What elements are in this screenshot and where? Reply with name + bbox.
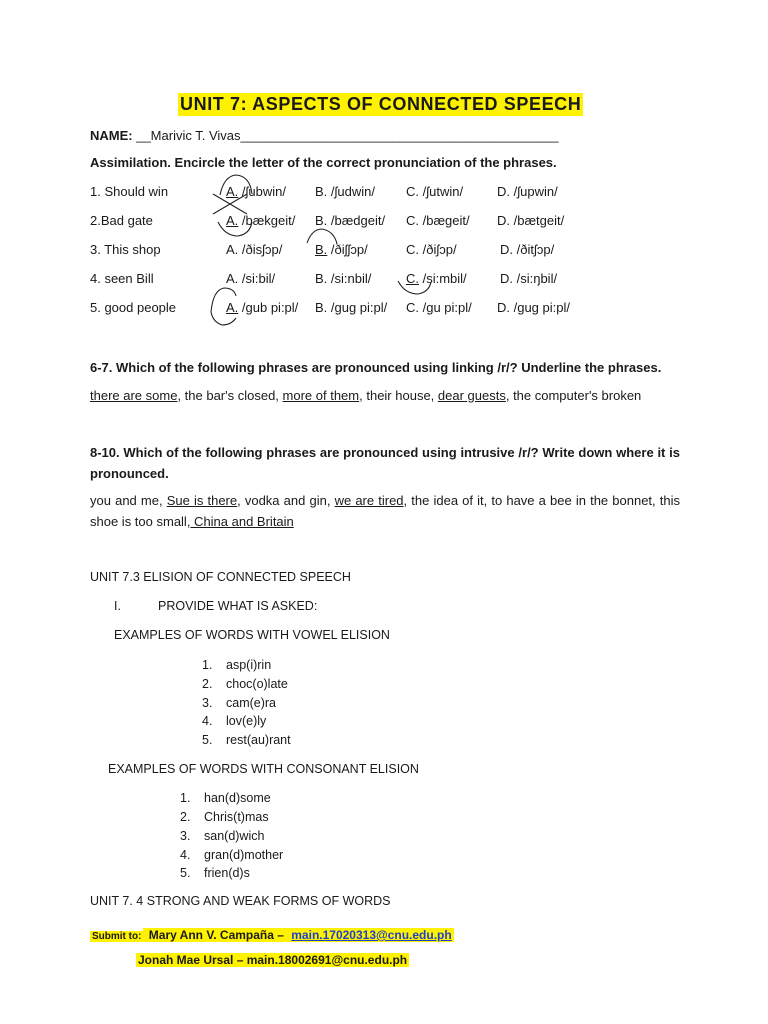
intrusive-sep-2: , the idea of it, to have a bee in the bonnet, this shoe is too small, — [90, 493, 681, 529]
q1-circle-mark — [220, 175, 252, 195]
q3-option-b-letter: B. — [315, 242, 328, 257]
intrusive-phrase-1: Sue is there — [166, 493, 238, 508]
consonant-item-1: 1. han(d)some — [180, 791, 271, 805]
vowel-item-5: 5. rest(au)rant — [202, 733, 291, 747]
q5-option-a-letter: A. — [226, 300, 239, 315]
q4-option-a: A. /si:bil/ — [226, 271, 276, 286]
q4-option-d: D. /si:ŋbil/ — [500, 271, 558, 286]
submit-line-1 — [90, 926, 454, 944]
q1-cross-mark — [213, 194, 247, 214]
q5-circle-mark — [211, 288, 236, 312]
linking-question — [90, 357, 680, 378]
linking-phrase-1: there are some — [90, 388, 178, 403]
elision-title: UNIT 7.3 ELISION OF CONNECTED SPEECH — [90, 570, 351, 584]
vowel-item-5-text: rest(au)rant — [226, 733, 291, 747]
intrusive-question — [90, 442, 680, 484]
q2-option-a-letter: A. — [226, 213, 239, 228]
q1-option-a-text: /ʃubwin/ — [238, 184, 286, 199]
q3-option-d: D. /ðitʃɔp/ — [500, 242, 555, 257]
intrusive-question-text: 8-10. Which of the following phrases are pronounced using intrusive /r/? Write down where it is pronounced. — [90, 445, 680, 481]
q1-option-b: B. /ʃudwin/ — [315, 184, 375, 199]
q3-option-c: C. /ðiʃɔp/ — [406, 242, 457, 257]
consonant-elision-title: EXAMPLES OF WORDS WITH CONSONANT ELISION — [108, 762, 419, 776]
q4-option-b: B. /si:nbil/ — [315, 271, 372, 286]
consonant-item-3-text: san(d)wich — [204, 829, 265, 843]
question-4: 4. seen Bill — [90, 271, 154, 286]
vowel-item-1-text: asp(i)rin — [226, 658, 272, 672]
q3-circle-mark — [307, 229, 337, 244]
vowel-item-4-text: lov(e)ly — [226, 714, 267, 728]
consonant-item-4: 4. gran(d)mother — [180, 848, 284, 862]
q5-option-a-text: /gub pi:pl/ — [238, 300, 299, 315]
submit-line-2 — [136, 951, 409, 969]
consonant-item-2: 2. Chris(t)mas — [180, 810, 269, 824]
linking-phrase-3: dear guests — [437, 388, 506, 403]
consonant-item-4-text: gran(d)mother — [204, 848, 284, 862]
linking-sep-3: , the computer's broken — [505, 388, 642, 403]
q5-option-c: C. /gu pi:pl/ — [406, 300, 472, 315]
provide-label: PROVIDE WHAT IS ASKED: — [158, 599, 318, 613]
vowel-item-2: 2. choc(o)late — [202, 677, 288, 691]
question-1: 1. Should win — [90, 184, 169, 199]
submit-name-1: Mary Ann V. Campaña – — [145, 928, 288, 942]
linking-sep-1: , the bar's closed, — [177, 388, 283, 403]
q2-option-c: C. /bægeit/ — [406, 213, 470, 228]
intrusive-phrases — [90, 490, 680, 532]
vowel-item-4: 4. lov(e)ly — [202, 714, 267, 728]
vowel-item-3-text: cam(e)ra — [226, 696, 277, 710]
q1-option-a-letter: A. — [226, 184, 239, 199]
question-3: 3. This shop — [90, 242, 161, 257]
vowel-item-3: 3. cam(e)ra — [202, 696, 277, 710]
q2-circle-mark — [218, 222, 252, 236]
vowel-item-2-text: choc(o)late — [226, 677, 288, 691]
q5-option-b: B. /gug pi:pl/ — [315, 300, 388, 315]
q2-option-b: B. /bædgeit/ — [315, 213, 386, 228]
submit-label: Submit to: — [92, 931, 142, 942]
page-title: UNIT 7: ASPECTS OF CONNECTED SPEECH — [180, 94, 582, 114]
name-value: __Marivic T. Vivas____________________________________________ — [132, 128, 559, 143]
consonant-item-5-text: frien(d)s — [204, 866, 250, 880]
q4-circle-mark — [398, 281, 431, 294]
name-label: NAME: — [90, 128, 133, 143]
consonant-item-2-text: Chris(t)mas — [204, 810, 269, 824]
question-2: 2.Bad gate — [90, 213, 153, 228]
q3-option-a: A. /ðisʃɔp/ — [226, 242, 283, 257]
vowel-elision-title: EXAMPLES OF WORDS WITH VOWEL ELISION — [114, 628, 390, 642]
q4-option-c-letter: C. — [406, 271, 419, 286]
q1-option-d: D. /ʃupwin/ — [497, 184, 558, 199]
intrusive-phrase-2: we are tired — [334, 493, 404, 508]
q4-option-c-text: /si:mbil/ — [419, 271, 467, 286]
linking-question-text: 6-7. Which of the following phrases are pronounced using linking /r/? Underline the phrases. — [90, 360, 662, 375]
intrusive-phrase-3: China and Britain — [190, 514, 294, 529]
assimilation-instruction: Assimilation. Encircle the letter of the correct pronunciation of the phrases. — [90, 155, 557, 170]
linking-phrase-2: more of them — [282, 388, 360, 403]
consonant-item-3: 3. san(d)wich — [180, 829, 265, 843]
q5-option-d: D. /gug pi:pl/ — [497, 300, 570, 315]
q3-option-b-text: /ðiʃʃɔp/ — [327, 242, 368, 257]
question-5: 5. good people — [90, 300, 177, 315]
linking-sep-2: , their house, — [359, 388, 438, 403]
q2-option-d: D. /bætgeit/ — [497, 213, 565, 228]
consonant-item-5: 5. frien(d)s — [180, 866, 250, 880]
linking-phrases — [90, 385, 680, 406]
intrusive-sep-0: you and me, — [90, 493, 167, 508]
strong-weak-title: UNIT 7. 4 STRONG AND WEAK FORMS OF WORDS — [90, 894, 391, 908]
intrusive-sep-1: , vodka and gin, — [237, 493, 335, 508]
vowel-item-1: 1. asp(i)rin — [202, 658, 272, 672]
q5-circle-mark-bottom — [211, 312, 236, 325]
submit-line-2-text: Jonah Mae Ursal – main.18002691@cnu.edu.ph — [138, 953, 408, 967]
submit-email-1-link[interactable]: main.17020313@cnu.edu.ph — [291, 928, 452, 942]
consonant-item-1-text: han(d)some — [204, 791, 271, 805]
q2-option-a-text: /bækgeit/ — [238, 213, 296, 228]
provide-num: I. — [114, 599, 121, 613]
q1-option-c: C. /ʃutwin/ — [406, 184, 464, 199]
